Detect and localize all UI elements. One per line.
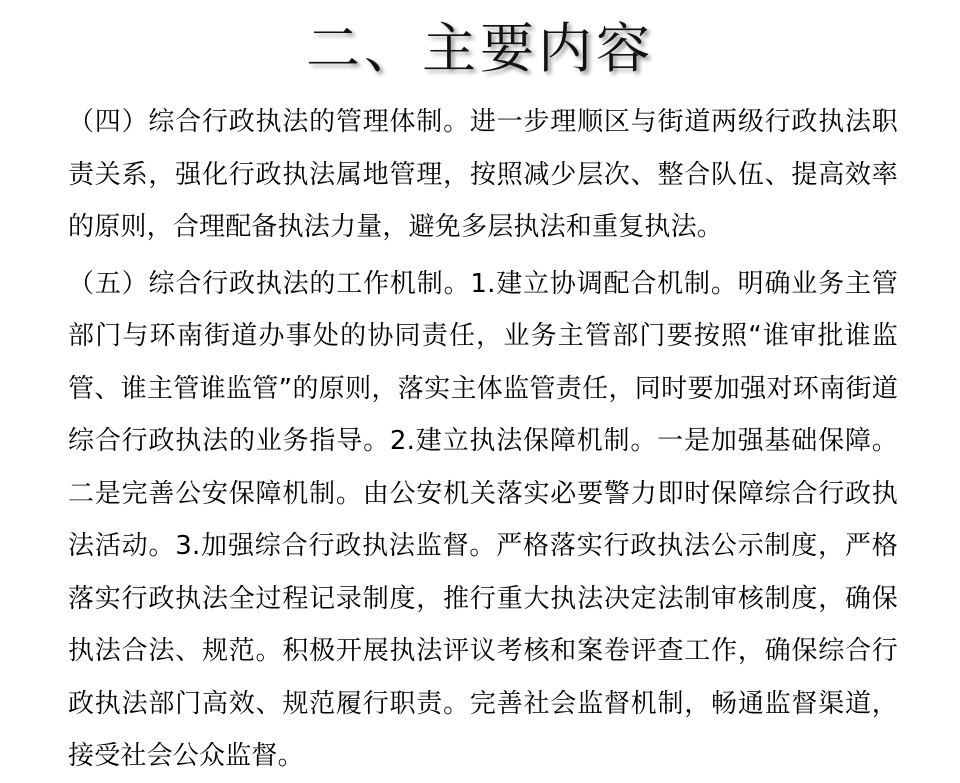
paragraph-management-system: （四）综合行政执法的管理体制。进一步理顺区与街道两级行政执法职责关系，强化行政执法属地管理，按照减少层次、整合队伍、提高效率的原则，合理配备执法力量，避免多层执法和重复执法。 — [68, 107, 898, 242]
slide-body — [68, 96, 898, 783]
slide-title: 二、主要内容 — [306, 17, 654, 80]
paragraph-working-mechanism: （五）综合行政执法的工作机制。1.建立协调配合机制。明确业务主管部门与环南街道办事处的协同责任，业务主管部门要按照“谁审批谁监管、谁主管谁监管”的原则，落实主体监管责任，同时要加强对环南街道综合行政执法的业务指导。2.建立执法保障机制。一是加强基础保障。二是完善公安保障机制。由公安机关落实必要警力即时保障综合行政执法活动。3.加强综合行政执法监督。严格落实行政执法公示制度，严格落实行政执法全过程记录制度，推行重大执法决定法制审核制度，确保执法合法、规范。积极开展执法评议考核和案卷评查工作，确保综合行政执法部门高效、规范履行职责。完善社会监督机制，畅通监督渠道，接受社会公众监督。 — [68, 268, 898, 771]
